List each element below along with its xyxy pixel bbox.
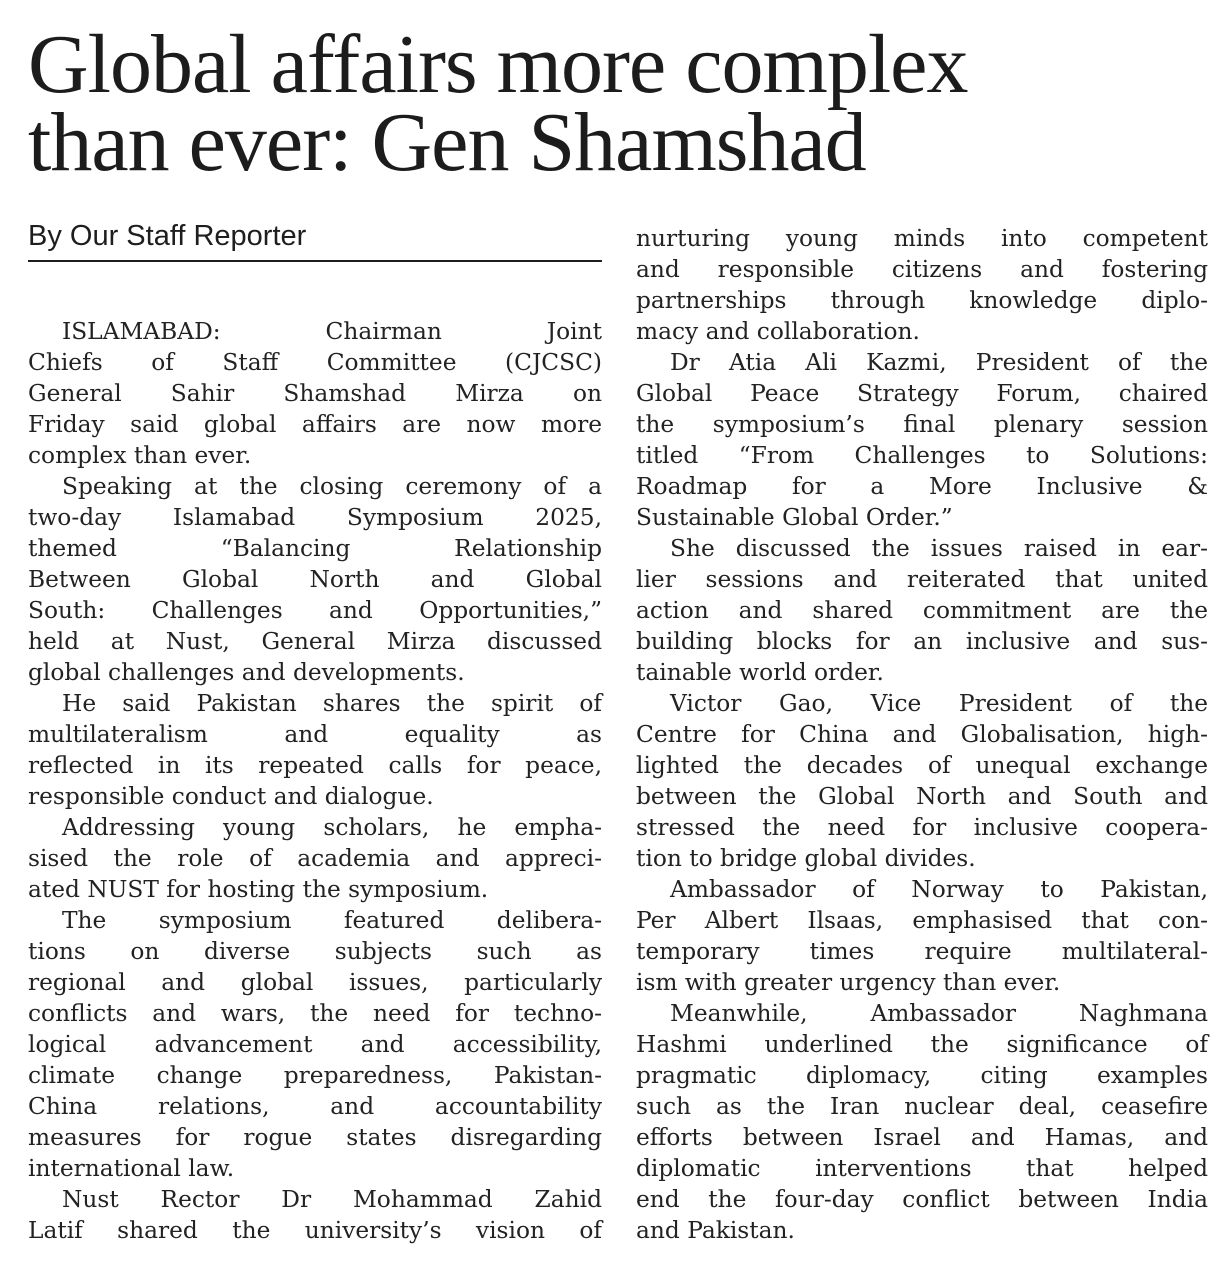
text-line: climate change preparedness, Pakistan- [28, 1062, 602, 1089]
paragraph-first-line: Addressing young scholars, he empha- [62, 814, 602, 841]
text-line: building blocks for an inclusive and sus- [636, 628, 1208, 655]
text-line: efforts between Israel and Hamas, and [636, 1124, 1208, 1151]
text-line: international law. [28, 1155, 235, 1182]
article-column-right [636, 223, 1208, 1246]
text-line: Roadmap for a More Inclusive & [636, 473, 1208, 500]
text-line: reflected in its repeated calls for peace, [28, 752, 602, 779]
headline-line-1: Global affairs more complex [28, 18, 968, 111]
text-line: Hashmi underlined the significance of [636, 1031, 1208, 1058]
text-line: measures for rogue states disregarding [28, 1124, 602, 1151]
text-line: logical advancement and accessibility, [28, 1031, 602, 1058]
text-line: ated NUST for hosting the symposium. [28, 876, 489, 903]
headline-line-2: than ever: Gen Shamshad [28, 96, 866, 189]
text-line: and responsible citizens and fostering [636, 256, 1208, 283]
text-line: global challenges and developments. [28, 659, 465, 686]
text-line: titled “From Challenges to Solutions: [636, 442, 1208, 469]
paragraph-first-line: Dr Atia Ali Kazmi, President of the [670, 349, 1208, 376]
text-line: Per Albert Ilsaas, emphasised that con- [636, 907, 1208, 934]
text-line: Between Global North and Global [28, 566, 602, 593]
text-line: tainable world order. [636, 659, 884, 686]
text-line: Sustainable Global Order.” [636, 504, 953, 531]
paragraph-first-line: He said Pakistan shares the spirit of [62, 690, 602, 717]
text-line: held at Nust, General Mirza discussed [28, 628, 602, 655]
text-line: Latif shared the university’s vision of [28, 1217, 602, 1244]
text-line: General Sahir Shamshad Mirza on [28, 380, 602, 407]
text-line: pragmatic diplomacy, citing examples [636, 1062, 1208, 1089]
text-line: ism with greater urgency than ever. [636, 969, 1061, 996]
text-line: China relations, and accountability [28, 1093, 602, 1120]
text-line: nurturing young minds into competent [636, 225, 1208, 252]
paragraph-first-line: Victor Gao, Vice President of the [670, 690, 1208, 717]
text-line: lighted the decades of unequal exchange [636, 752, 1208, 779]
text-line: end the four-day conflict between India [636, 1186, 1208, 1213]
text-line: and Pakistan. [636, 1217, 795, 1244]
text-line: regional and global issues, particularly [28, 969, 602, 996]
byline: By Our Staff Reporter [28, 218, 602, 262]
text-line: sised the role of academia and appreci- [28, 845, 602, 872]
text-line: two-day Islamabad Symposium 2025, [28, 504, 602, 531]
text-line: temporary times require multilateral- [636, 938, 1208, 965]
text-line: action and shared commitment are the [636, 597, 1208, 624]
text-line: Chiefs of Staff Committee (CJCSC) [28, 349, 602, 376]
text-line: South: Challenges and Opportunities,” [28, 597, 602, 624]
text-line: between the Global North and South and [636, 783, 1208, 810]
text-line: lier sessions and reiterated that united [636, 566, 1208, 593]
text-line: themed “Balancing Relationship [28, 535, 602, 562]
text-line: tion to bridge global divides. [636, 845, 976, 872]
text-line: complex than ever. [28, 442, 252, 469]
paragraph-first-line: Speaking at the closing ceremony of a [62, 473, 602, 500]
paragraph-first-line: She discussed the issues raised in ear- [670, 535, 1208, 562]
text-line: conflicts and wars, the need for techno- [28, 1000, 602, 1027]
paragraph-first-line: ISLAMABAD: Chairman Joint [62, 318, 602, 345]
paragraph-first-line: Ambassador of Norway to Pakistan, [670, 876, 1208, 903]
text-line: such as the Iran nuclear deal, ceasefire [636, 1093, 1208, 1120]
text-line: Global Peace Strategy Forum, chaired [636, 380, 1208, 407]
text-line: Friday said global affairs are now more [28, 411, 602, 438]
text-line: the symposium’s final plenary session [636, 411, 1208, 438]
text-line: partnerships through knowledge diplo- [636, 287, 1208, 314]
paragraph-first-line: Meanwhile, Ambassador Naghmana [670, 1000, 1208, 1027]
article-column-left [28, 316, 602, 1246]
text-line: tions on diverse subjects such as [28, 938, 602, 965]
text-line: diplomatic interventions that helped [636, 1155, 1208, 1182]
text-line: stressed the need for inclusive coopera- [636, 814, 1208, 841]
text-line: macy and collaboration. [636, 318, 920, 345]
headline [28, 18, 968, 189]
text-line: multilateralism and equality as [28, 721, 602, 748]
text-line: responsible conduct and dialogue. [28, 783, 434, 810]
text-line: Centre for China and Globalisation, high- [636, 721, 1208, 748]
paragraph-first-line: Nust Rector Dr Mohammad Zahid [62, 1186, 602, 1213]
paragraph-first-line: The symposium featured delibera- [62, 907, 602, 934]
